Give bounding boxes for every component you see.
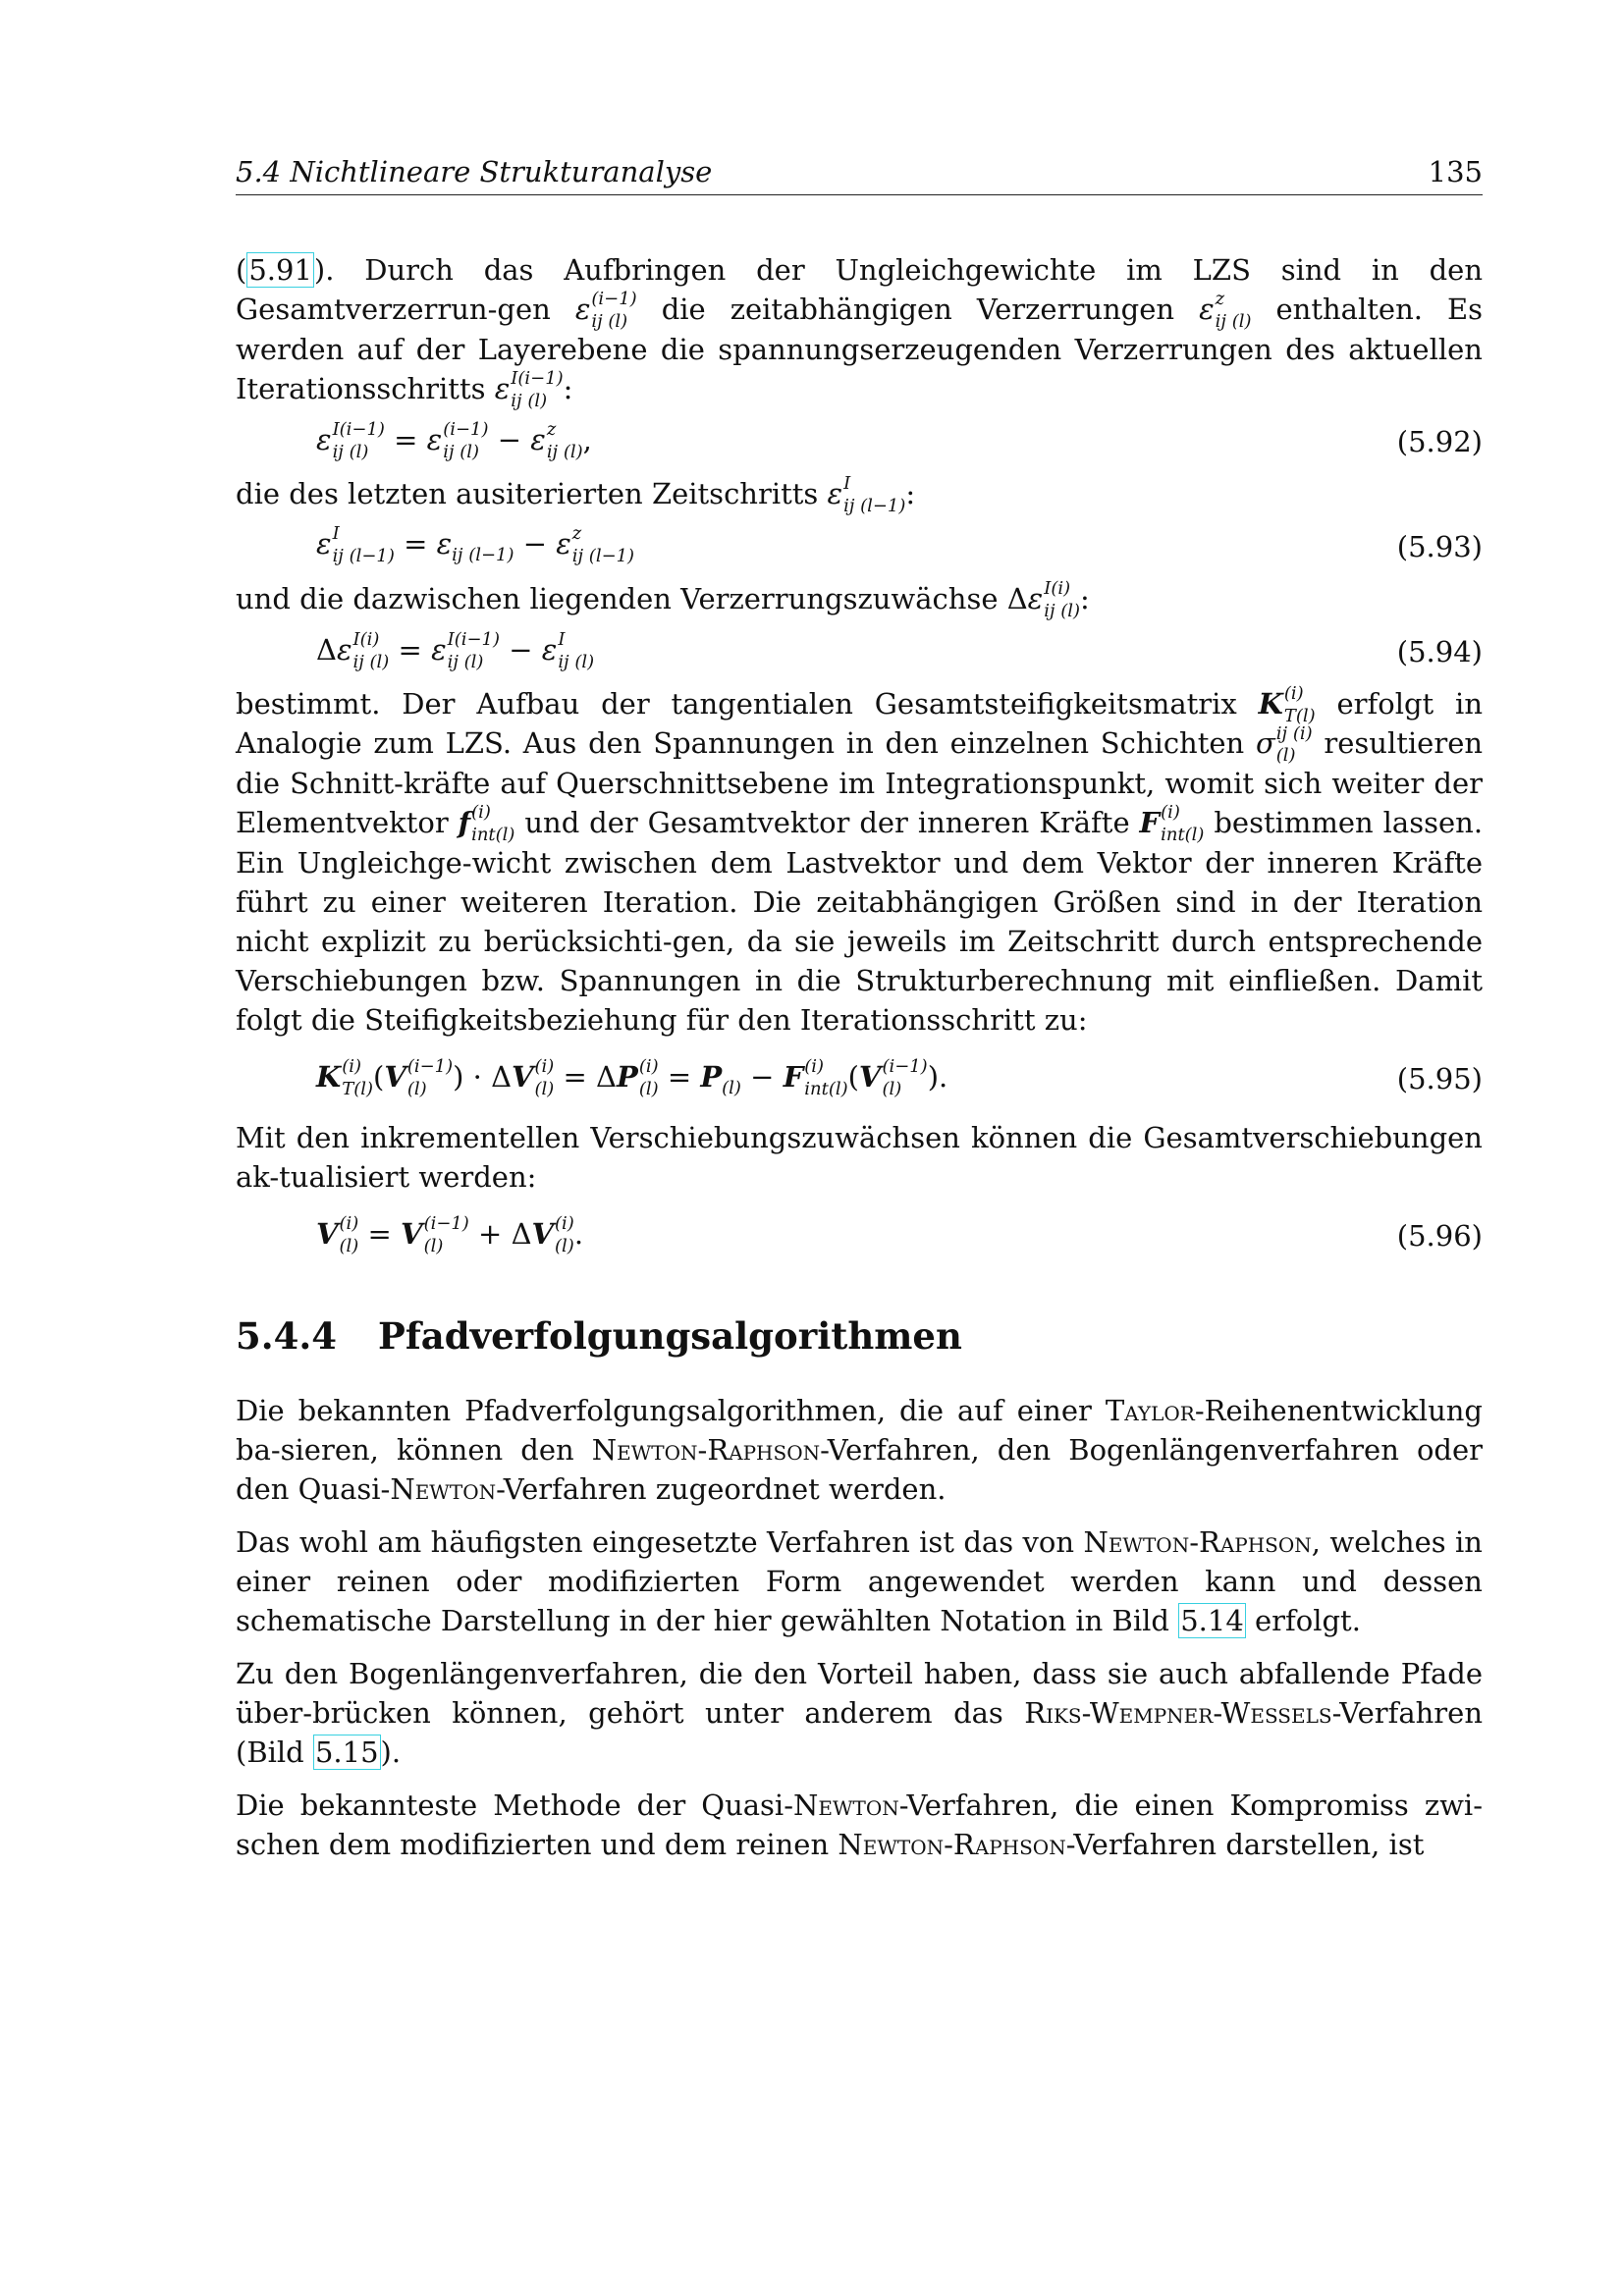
equation-5-94 bbox=[236, 619, 1483, 684]
equation-number: (5.94) bbox=[1396, 634, 1483, 668]
equation-5-96 bbox=[236, 1197, 1483, 1275]
paragraph-7: Das wohl am häufigsten eingesetzte Verfahren ist das von Newton-Raphson, welches in einer reinen oder modifizierten Form angewendet werden kann und dessen schematische Darstellung in der hier gewählten Notation in Bild 5.14 erfolgt. bbox=[236, 1525, 1483, 1638]
paragraph-8: Zu den Bogenlängenverfahren, die den Vorteil haben, dass sie auch abfallende Pfade über-brücken können, gehört unter anderem das Riks-Wempner-Wessels-Verfahren (Bild 5.15). bbox=[236, 1657, 1483, 1770]
section-heading bbox=[236, 1314, 1483, 1358]
ref-eq-5-91[interactable]: 5.91 bbox=[248, 253, 312, 287]
equation-5-92 bbox=[236, 409, 1483, 474]
paragraph-3: und die dazwischen liegenden Verzerrungszuwächse Δε I(i) ij (l) : bbox=[236, 577, 1090, 621]
paragraph-9: Die bekannteste Methode der Quasi-Newton-Verfahren, die einen Kompromiss zwi-schen dem modifizierten und dem reinen Newton-Raphson-Verfahren darstellen, ist bbox=[236, 1789, 1483, 1862]
formula-5-96: V (i) (l) = V (i−1) (l) + ΔV (i) (l) . bbox=[316, 1213, 584, 1257]
running-header bbox=[236, 147, 1483, 195]
paragraph-1: (5.91). Durch das Aufbringen der Ungleichgewichte im LZS sind in den Gesamtverzerrun-gen ε (i−1) ij (l) die zeitabhängigen Verzerrungen ε z ij (l) enthalten. Es werden auf der Layerebene die spannungserzeugenden Verzerrungen des aktuellen Iterationsschritts ε I(i−1) ij (l) : bbox=[236, 253, 1484, 411]
paragraph-2: die des letzten ausiterierten Zeitschritts ε I ij (l−1) : bbox=[236, 472, 916, 516]
ref-bild-5-14[interactable]: 5.14 bbox=[1180, 1604, 1244, 1638]
paragraph-6: Die bekannten Pfadverfolgungsalgorithmen, die auf einer Taylor-Reihenentwicklung ba-sieren, können den Newton-Raphson-Verfahren, den Bogenlängenverfahren oder den Quasi-Newton-Verfahren zugeordnet werden. bbox=[236, 1394, 1483, 1507]
equation-5-93 bbox=[236, 514, 1483, 579]
equation-number: (5.93) bbox=[1396, 529, 1483, 563]
equation-number: (5.95) bbox=[1396, 1062, 1483, 1096]
equation-number: (5.92) bbox=[1396, 424, 1483, 458]
formula-5-93: ε I ij (l−1) = $\varepsilon_{ij (l-1)} - \varepsilon$ z ij (l−1) bbox=[316, 523, 635, 567]
section-title: Pfadverfolgungsalgorithmen bbox=[378, 1314, 962, 1359]
ref-bild-5-15[interactable]: 5.15 bbox=[314, 1735, 379, 1770]
paragraph-5: Mit den inkrementellen Verschiebungszuwächsen können die Gesamtverschiebungen ak-tualisiert werden: bbox=[236, 1121, 1483, 1195]
formula-5-94: Δε I(i) ij (l) = ε I(i−1) ij (l) − ε I ij (l) bbox=[316, 628, 595, 672]
equation-5-95 bbox=[236, 1040, 1483, 1118]
section-number: 5.4.4 bbox=[236, 1314, 337, 1359]
paragraph-4: bestimmt. Der Aufbau der tangentialen Gesamtsteifigkeitsmatrix K (i) T(l) erfolgt in Analogie zum LZS. Aus den Spannungen in den einzelnen Schichten σ ij (i) (l) resultieren die Schnitt-kräfte auf Querschnittsebene im Integrationspunkt, womit sich weiter der Elementvektor f (i) int(l) und der Gesamtvektor der inneren Kräfte F (i) int(l) bestimmen lassen. Ein Ungleichge-wicht zwischen dem Lastvektor und dem Vektor der inneren Kräfte führt zu einer weiteren Iteration. Die zeitabhängigen Größen sind in der Iteration nicht explizit zu berücksichti-gen, da sie jeweils im Zeitschritt durch entsprechende Verschiebungen bzw. Spannungen in die Strukturberechnung mit einfließen. Damit folgt die Steifigkeitsbeziehung für den Iterationsschritt zu: bbox=[236, 682, 1484, 1038]
equation-number: (5.96) bbox=[1396, 1219, 1483, 1254]
header-section-title: 5.4 Nichtlineare Strukturanalyse bbox=[236, 155, 713, 188]
page-number: 135 bbox=[1428, 155, 1483, 188]
page bbox=[236, 147, 1483, 1864]
formula-5-92: ε I(i−1) ij (l) = ε (i−1) ij (l) − ε z ij (l) , bbox=[316, 418, 592, 462]
formula-5-95: K (i) T(l) (V (i−1) (l) ) · ΔV (i) (l) = ΔP (i) (l) = $P_{(l)} - F$ (i) int(l) (V (i−1) (l) ). bbox=[316, 1055, 948, 1099]
